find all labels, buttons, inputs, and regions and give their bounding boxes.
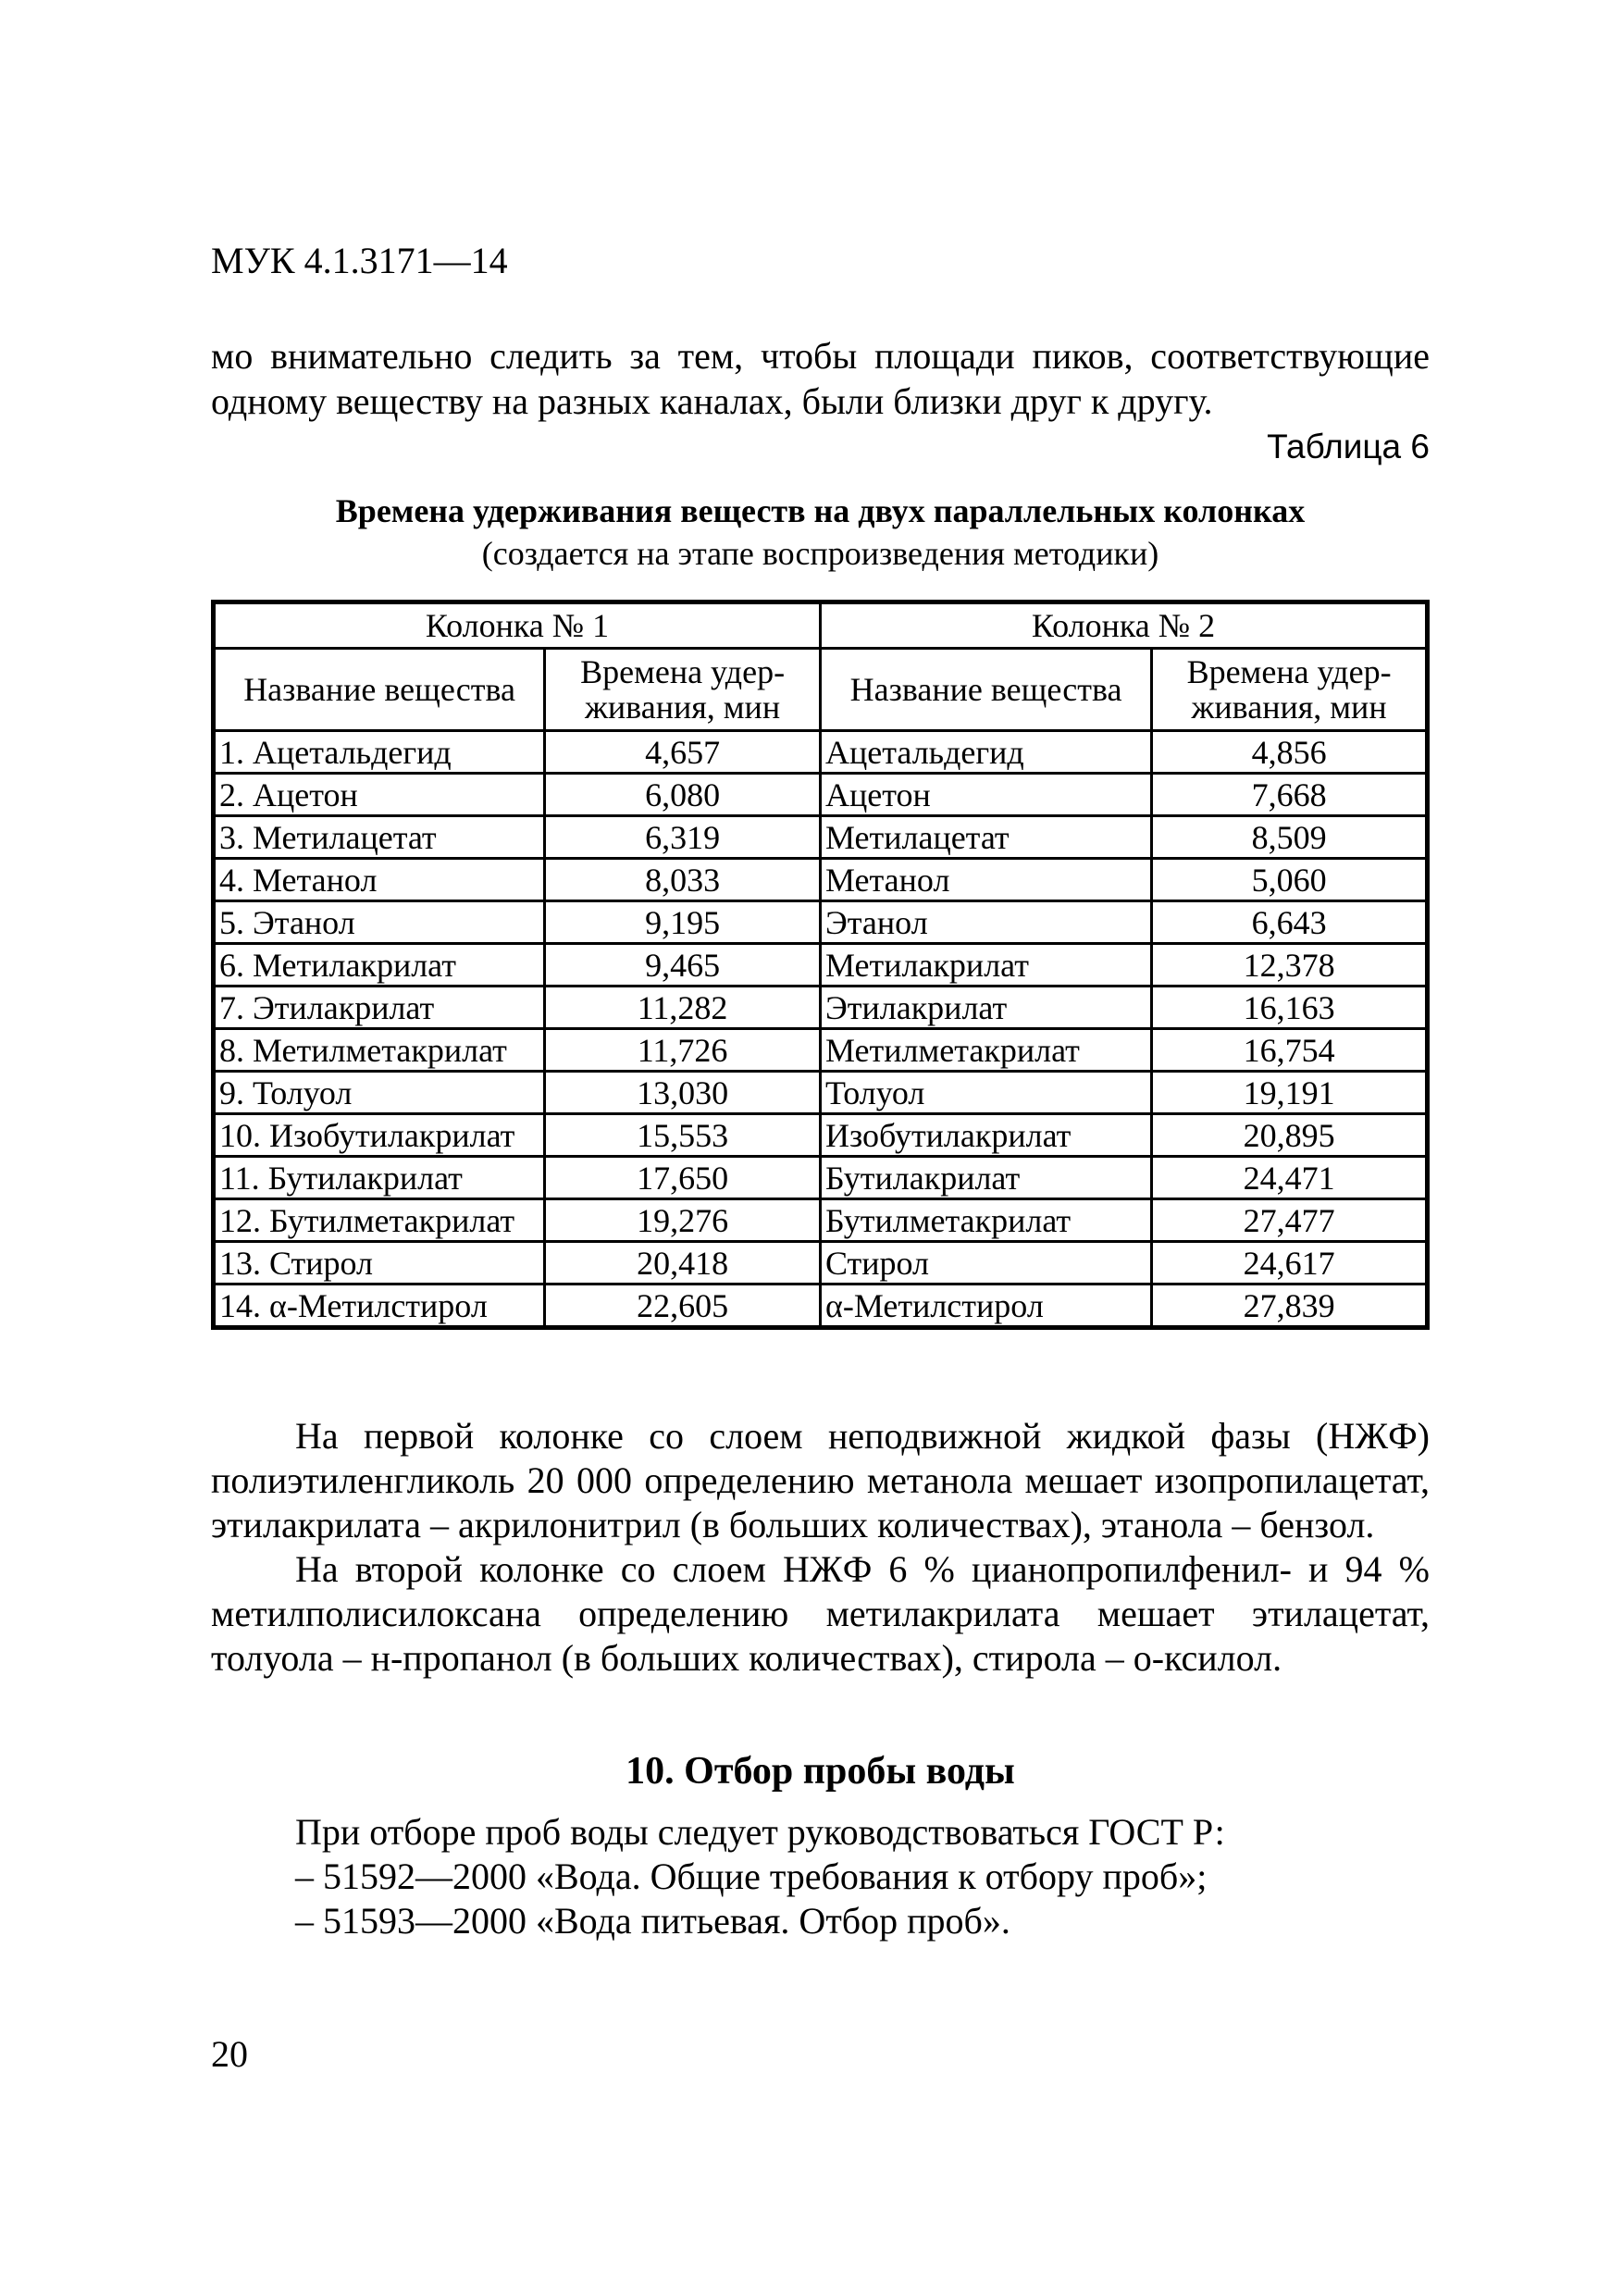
paragraph-column-2-interferences: На второй колонке со слоем НЖФ 6 % цианопропилфенил- и 94 % метилполисилоксана определению метилакрилата мешает этилацетат, толуола – н-пропанол (в больших количествах), стирола – о-ксилол. [211, 1548, 1430, 1679]
table-row [214, 944, 1428, 987]
col2-retention-time-cell: 5,060 [1152, 859, 1428, 901]
col2-substance-cell: α-Метилстирол [820, 1285, 1151, 1328]
col2-retention-time-cell: 24,617 [1152, 1242, 1428, 1285]
retention-times-table [211, 600, 1430, 1330]
col1-retention-time-cell: 11,282 [545, 987, 821, 1029]
col2-retention-time-cell: 4,856 [1152, 731, 1428, 774]
col2-retention-time-cell: 16,163 [1152, 987, 1428, 1029]
col1-substance-cell: 14. α-Метилстирол [214, 1285, 545, 1328]
table-row [214, 859, 1428, 901]
table-row [214, 774, 1428, 816]
section-line-gost-51593: – 51593—2000 «Вода питьевая. Отбор проб». [295, 1900, 1010, 1942]
continuation-paragraph: мо внимательно следить за тем, чтобы площади пиков, соответствующие одному веществу на разных каналах, были близки друг к другу. [211, 335, 1430, 422]
col1-substance-cell: 7. Этилакрилат [214, 987, 545, 1029]
col2-retention-time-cell: 24,471 [1152, 1157, 1428, 1199]
table-row [214, 987, 1428, 1029]
col2-retention-time-cell: 8,509 [1152, 816, 1428, 859]
col2-substance-cell: Метилметакрилат [820, 1029, 1151, 1072]
col2-substance-cell: Стирол [820, 1242, 1151, 1285]
col2-substance-cell: Метанол [820, 859, 1151, 901]
col2-substance-cell: Изобутилакрилат [820, 1114, 1151, 1157]
col2-retention-time-cell: 7,668 [1152, 774, 1428, 816]
col1-retention-time-cell: 8,033 [545, 859, 821, 901]
col2-substance-cell: Метилацетат [820, 816, 1151, 859]
col1-retention-time-cell: 22,605 [545, 1285, 821, 1328]
col1-substance-cell: 12. Бутилметакрилат [214, 1199, 545, 1242]
body-text [211, 1414, 1430, 1681]
col2-name-header: Название вещества [820, 649, 1151, 731]
col1-time-header: Времена удер-живания, мин [545, 649, 821, 731]
section-heading: 10. Отбор пробы воды [626, 1750, 1015, 1793]
col1-substance-cell: 11. Бутилакрилат [214, 1157, 545, 1199]
col2-substance-cell: Ацетон [820, 774, 1151, 816]
section-line-intro: При отборе проб воды следует руководствоваться ГОСТ Р: [295, 1811, 1225, 1853]
document-code: МУК 4.1.3171—14 [211, 240, 508, 281]
col1-retention-time-cell: 15,553 [545, 1114, 821, 1157]
col1-retention-time-cell: 9,195 [545, 901, 821, 944]
col2-retention-time-cell: 27,477 [1152, 1199, 1428, 1242]
column-2-group-header: Колонка № 2 [820, 602, 1427, 649]
column-1-group-header: Колонка № 1 [214, 602, 821, 649]
col2-retention-time-cell: 12,378 [1152, 944, 1428, 987]
table-row [214, 1157, 1428, 1199]
paragraph-column-1-interferences: На первой колонке со слоем неподвижной жидкой фазы (НЖФ) полиэтиленгликоль 20 000 определению метанола мешает изопропилацетат, этилакрилата – акрилонитрил (в больших количествах), этанола – бензол. [211, 1415, 1430, 1545]
col2-retention-time-cell: 6,643 [1152, 901, 1428, 944]
col1-substance-cell: 5. Этанол [214, 901, 545, 944]
table-row [214, 901, 1428, 944]
col2-substance-cell: Ацетальдегид [820, 731, 1151, 774]
table-row [214, 1242, 1428, 1285]
col2-substance-cell: Бутилметакрилат [820, 1199, 1151, 1242]
table-body [214, 731, 1428, 1328]
page-number: 20 [211, 2033, 248, 2075]
col1-substance-cell: 3. Метилацетат [214, 816, 545, 859]
table-title: Времена удерживания веществ на двух параллельных колонках [335, 492, 1306, 529]
section-line-gost-51592: – 51592—2000 «Вода. Общие требования к отбору проб»; [295, 1855, 1208, 1897]
section-body [295, 1810, 1430, 1943]
col1-retention-time-cell: 9,465 [545, 944, 821, 987]
col1-retention-time-cell: 19,276 [545, 1199, 821, 1242]
table-row [214, 1285, 1428, 1328]
table-row [214, 1072, 1428, 1114]
col1-retention-time-cell: 13,030 [545, 1072, 821, 1114]
col1-retention-time-cell: 6,319 [545, 816, 821, 859]
col1-substance-cell: 13. Стирол [214, 1242, 545, 1285]
table-number: Таблица 6 [1267, 428, 1430, 465]
col1-retention-time-cell: 17,650 [545, 1157, 821, 1199]
col2-substance-cell: Этилакрилат [820, 987, 1151, 1029]
col1-retention-time-cell: 4,657 [545, 731, 821, 774]
col1-substance-cell: 4. Метанол [214, 859, 545, 901]
col2-substance-cell: Метилакрилат [820, 944, 1151, 987]
col1-substance-cell: 8. Метилметакрилат [214, 1029, 545, 1072]
table-row [214, 1029, 1428, 1072]
table-row [214, 816, 1428, 859]
col1-substance-cell: 2. Ацетон [214, 774, 545, 816]
col2-retention-time-cell: 20,895 [1152, 1114, 1428, 1157]
col1-substance-cell: 6. Метилакрилат [214, 944, 545, 987]
table-row [214, 1114, 1428, 1157]
table-row [214, 1199, 1428, 1242]
col2-time-header: Времена удер-живания, мин [1152, 649, 1428, 731]
col2-retention-time-cell: 19,191 [1152, 1072, 1428, 1114]
col1-substance-cell: 1. Ацетальдегид [214, 731, 545, 774]
col1-retention-time-cell: 20,418 [545, 1242, 821, 1285]
col2-retention-time-cell: 27,839 [1152, 1285, 1428, 1328]
col1-retention-time-cell: 6,080 [545, 774, 821, 816]
col2-retention-time-cell: 16,754 [1152, 1029, 1428, 1072]
col2-substance-cell: Толуол [820, 1072, 1151, 1114]
col1-substance-cell: 10. Изобутилакрилат [214, 1114, 545, 1157]
col1-name-header: Название вещества [214, 649, 545, 731]
col1-substance-cell: 9. Толуол [214, 1072, 545, 1114]
col1-retention-time-cell: 11,726 [545, 1029, 821, 1072]
col2-substance-cell: Этанол [820, 901, 1151, 944]
col2-substance-cell: Бутилакрилат [820, 1157, 1151, 1199]
table-subtitle: (создается на этапе воспроизведения методики) [481, 535, 1159, 572]
table-row [214, 731, 1428, 774]
